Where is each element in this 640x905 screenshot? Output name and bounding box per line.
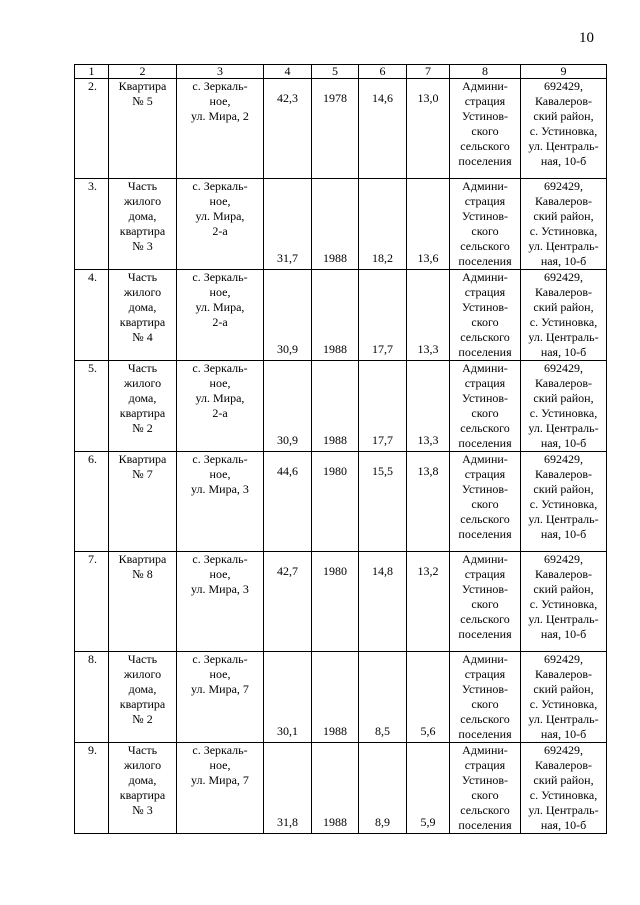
object-address-cell: с. Зеркаль- ное, ул. Мира, 3 [177, 452, 264, 552]
row-number-cell: 8. [75, 652, 109, 743]
area-cell: 42,7 [264, 552, 312, 652]
owner-cell: Админи- страция Устинов- ского сельского поселения [450, 552, 521, 652]
row-number-cell: 3. [75, 179, 109, 270]
row-number-cell: 5. [75, 361, 109, 452]
value-col7-cell: 5,9 [407, 743, 450, 834]
table-row [75, 179, 607, 270]
value-col6-cell: 17,7 [359, 361, 407, 452]
row-number-cell: 2. [75, 79, 109, 179]
column-number: 3 [177, 65, 264, 79]
area-cell: 30,1 [264, 652, 312, 743]
year-cell: 1978 [312, 79, 359, 179]
area-cell: 31,8 [264, 743, 312, 834]
object-name-cell: Часть жилого дома, квартира № 2 [109, 652, 177, 743]
table-row [75, 270, 607, 361]
object-address-cell: с. Зеркаль- ное, ул. Мира, 7 [177, 652, 264, 743]
value-col6-cell: 14,6 [359, 79, 407, 179]
owner-cell: Админи- страция Устинов- ского сельского поселения [450, 270, 521, 361]
owner-address-cell: 692429, Кавалеров- ский район, с. Устиновка, ул. Централь- ная, 10-б [521, 452, 607, 552]
year-cell: 1988 [312, 743, 359, 834]
object-name-cell: Часть жилого дома, квартира № 3 [109, 743, 177, 834]
owner-cell: Админи- страция Устинов- ского сельского поселения [450, 361, 521, 452]
table-row [75, 79, 607, 179]
row-number-cell: 4. [75, 270, 109, 361]
owner-cell: Админи- страция Устинов- ского сельского поселения [450, 652, 521, 743]
object-address-cell: с. Зеркаль- ное, ул. Мира, 2-а [177, 361, 264, 452]
owner-cell: Админи- страция Устинов- ского сельского поселения [450, 79, 521, 179]
table-header-row [75, 65, 607, 79]
object-name-cell: Часть жилого дома, квартира № 3 [109, 179, 177, 270]
column-number: 4 [264, 65, 312, 79]
value-col7-cell: 13,0 [407, 79, 450, 179]
column-number: 9 [521, 65, 607, 79]
owner-address-cell: 692429, Кавалеров- ский район, с. Устиновка, ул. Централь- ная, 10-б [521, 79, 607, 179]
value-col7-cell: 13,2 [407, 552, 450, 652]
area-cell: 44,6 [264, 452, 312, 552]
year-cell: 1980 [312, 452, 359, 552]
area-cell: 31,7 [264, 179, 312, 270]
owner-cell: Админи- страция Устинов- ского сельского поселения [450, 452, 521, 552]
property-table [74, 64, 607, 834]
column-number: 7 [407, 65, 450, 79]
value-col6-cell: 8,5 [359, 652, 407, 743]
owner-address-cell: 692429, Кавалеров- ский район, с. Устиновка, ул. Централь- ная, 10-б [521, 270, 607, 361]
object-name-cell: Квартира № 7 [109, 452, 177, 552]
row-number-cell: 7. [75, 552, 109, 652]
value-col7-cell: 13,3 [407, 270, 450, 361]
year-cell: 1988 [312, 179, 359, 270]
year-cell: 1988 [312, 361, 359, 452]
object-address-cell: с. Зеркаль- ное, ул. Мира, 2-а [177, 270, 264, 361]
object-name-cell: Квартира № 8 [109, 552, 177, 652]
value-col7-cell: 5,6 [407, 652, 450, 743]
object-name-cell: Квартира № 5 [109, 79, 177, 179]
object-address-cell: с. Зеркаль- ное, ул. Мира, 7 [177, 743, 264, 834]
column-number: 5 [312, 65, 359, 79]
value-col6-cell: 15,5 [359, 452, 407, 552]
column-number: 1 [75, 65, 109, 79]
table-row [75, 361, 607, 452]
owner-cell: Админи- страция Устинов- ского сельского поселения [450, 743, 521, 834]
object-name-cell: Часть жилого дома, квартира № 4 [109, 270, 177, 361]
value-col7-cell: 13,8 [407, 452, 450, 552]
year-cell: 1988 [312, 270, 359, 361]
owner-address-cell: 692429, Кавалеров- ский район, с. Устиновка, ул. Централь- ная, 10-б [521, 179, 607, 270]
value-col7-cell: 13,6 [407, 179, 450, 270]
table-row [75, 452, 607, 552]
value-col7-cell: 13,3 [407, 361, 450, 452]
year-cell: 1988 [312, 652, 359, 743]
value-col6-cell: 18,2 [359, 179, 407, 270]
object-address-cell: с. Зеркаль- ное, ул. Мира, 2 [177, 79, 264, 179]
value-col6-cell: 14,8 [359, 552, 407, 652]
table-row [75, 743, 607, 834]
table-row [75, 652, 607, 743]
owner-cell: Админи- страция Устинов- ского сельского поселения [450, 179, 521, 270]
area-cell: 30,9 [264, 270, 312, 361]
object-address-cell: с. Зеркаль- ное, ул. Мира, 2-а [177, 179, 264, 270]
value-col6-cell: 8,9 [359, 743, 407, 834]
object-name-cell: Часть жилого дома, квартира № 2 [109, 361, 177, 452]
column-number: 6 [359, 65, 407, 79]
table-row [75, 552, 607, 652]
column-number: 8 [450, 65, 521, 79]
owner-address-cell: 692429, Кавалеров- ский район, с. Устиновка, ул. Централь- ная, 10-б [521, 552, 607, 652]
area-cell: 42,3 [264, 79, 312, 179]
area-cell: 30,9 [264, 361, 312, 452]
owner-address-cell: 692429, Кавалеров- ский район, с. Устиновка, ул. Централь- ная, 10-б [521, 652, 607, 743]
page-number: 10 [579, 30, 594, 46]
object-address-cell: с. Зеркаль- ное, ул. Мира, 3 [177, 552, 264, 652]
owner-address-cell: 692429, Кавалеров- ский район, с. Устиновка, ул. Централь- ная, 10-б [521, 743, 607, 834]
column-number: 2 [109, 65, 177, 79]
row-number-cell: 6. [75, 452, 109, 552]
row-number-cell: 9. [75, 743, 109, 834]
owner-address-cell: 692429, Кавалеров- ский район, с. Устиновка, ул. Централь- ная, 10-б [521, 361, 607, 452]
value-col6-cell: 17,7 [359, 270, 407, 361]
year-cell: 1980 [312, 552, 359, 652]
